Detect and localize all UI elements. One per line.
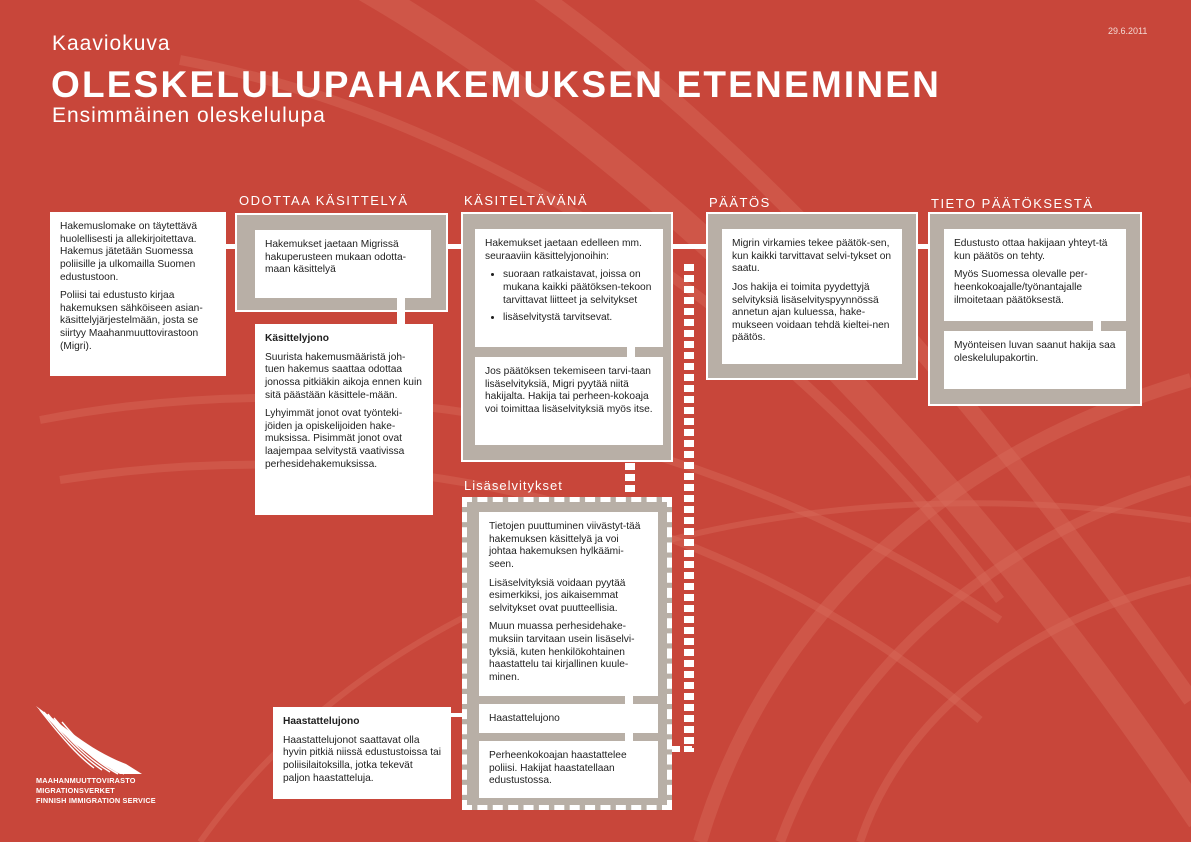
interview-queue-box: Haastattelujono xyxy=(479,704,658,733)
permit-box: Myönteisen luvan saanut hakija saa oleskelulupakortin. xyxy=(944,331,1126,389)
logo-text xyxy=(36,776,156,806)
processing-bullet: • suoraan ratkaistavat, joissa on mukana kaikki päätöksen-tekoon tarvittavat liitteet ja selvitykset xyxy=(503,269,653,307)
migri-logo-icon xyxy=(34,704,144,776)
dotted-connector xyxy=(684,264,694,752)
page-subtitle: Ensimmäinen oleskelulupa xyxy=(52,104,326,127)
connector xyxy=(447,244,463,249)
connector xyxy=(671,244,709,249)
logo-line: MAAHANMUUTTOVIRASTO xyxy=(36,776,136,785)
interview-queue-text: Haastattelujonot saattavat olla hyvin pitkiä niissä edustustoissa tai poliisilaitoksilla, jotka tekevät paljon haastatteluja. xyxy=(283,734,441,784)
notification-box xyxy=(944,229,1126,321)
notification-text-1: Edustusto ottaa hakijaan yhteyt-tä kun päätös on tehty. xyxy=(954,238,1108,262)
processing-box xyxy=(475,229,663,347)
date: 29.6.2011 xyxy=(1108,26,1148,36)
interview-box: Perheenkokoajan haastattelee poliisi. Hakijat haastatellaan edustustossa. xyxy=(479,741,658,798)
dotted-connector xyxy=(672,746,694,752)
waiting-box: Hakemukset jaetaan Migrissä hakuperusteen mukaan odotta-maan käsittelyä xyxy=(255,230,431,298)
application-box xyxy=(50,212,226,376)
additional-text-3: Muun muassa perhesidehake-muksiin tarvitaan usein lisäselvi-tyksiä, kuten henkilökohtainen haastattelu tai kirjallinen kuule-minen. xyxy=(489,621,635,684)
heading-processing: KÄSITELTÄVÄNÄ xyxy=(464,193,589,208)
heading-waiting: ODOTTAA KÄSITTELYÄ xyxy=(239,193,409,208)
connector xyxy=(625,733,633,741)
notification-text-2: Myös Suomessa olevalle per-heenkokoajalle/työnantajalle ilmoitetaan päätöksestä. xyxy=(954,269,1088,306)
additional-text-2: Lisäselvityksiä voidaan pyytää esimerkiksi, jos aikaisemmat selvitykset ovat puutteellisia. xyxy=(489,577,626,614)
application-text-1: Hakemuslomake on täytettävä huolellisesti ja allekirjoitettava. Hakemus jätetään Suomessa poliisille ja ulkomailla Suomen edustustoon. xyxy=(60,221,198,283)
processing-queue-box xyxy=(255,324,433,515)
additional-text-1: Tietojen puuttuminen viivästyt-tää hakemuksen käsittelyä ja voi johtaa hakemuksen hylkäämi-seen. xyxy=(489,521,641,570)
page-title: OLESKELULUPAHAKEMUKSEN ETENEMINEN xyxy=(51,64,942,105)
processing-bullet: • lisäselvitystä tarvitsevat. xyxy=(503,312,653,325)
connector xyxy=(625,696,633,704)
connector xyxy=(226,244,236,249)
decision-text-2: Jos hakija ei toimita pyydettyjä selvityksiä lisäselvityspyynnössä annetun ajan kuluessa, hake-mukseen voidaan tehdä kieltei-nen päätös. xyxy=(732,281,890,344)
connector xyxy=(916,244,930,249)
interview-queue-info-box xyxy=(273,707,451,799)
processing-intro: Hakemukset jaetaan edelleen mm. seuraaviin käsittelyjonoihin: xyxy=(485,238,642,262)
interview-queue-title: Haastattelujono xyxy=(283,716,360,727)
dotted-connector xyxy=(625,463,635,495)
processing-queue-title: Käsittelyjono xyxy=(265,333,329,344)
decision-text-1: Migrin virkamies tekee päätök-sen, kun kaikki tarvittavat selvi-tykset on saatu. xyxy=(732,238,892,275)
logo-line: MIGRATIONSVERKET xyxy=(36,785,115,795)
connector xyxy=(627,347,635,357)
additional-request-box: Jos päätöksen tekemiseen tarvi-taan lisäselvityksiä, Migri pyytää niitä hakijalta. Hakija tai perheen-kokoaja voi toimittaa lisäselvityksiä myös itse. xyxy=(475,357,663,445)
connector xyxy=(1093,321,1101,331)
application-text-2: Poliisi tai edustusto kirjaa hakemuksen sähköiseen asian-käsittelyjärjestelmään, josta se siirtyy Maahanmuuttovirastoon (Migri). xyxy=(60,290,203,352)
decision-box xyxy=(722,229,902,364)
processing-queue-text-2: Lyhyimmät jonot ovat työnteki-jöiden ja opiskelijoiden hake-muksissa. Pisimmät jonot ovat laajempaa selvitystä vaativissa perhesidehakemuksissa. xyxy=(265,408,405,470)
kicker: Kaaviokuva xyxy=(52,32,171,55)
processing-queue-text-1: Suurista hakemusmääristä joh-tuen hakemus saattaa odottaa jonossa pitkiäkin aikoja ennen kuin sitä päästään käsittele-mään. xyxy=(265,351,422,401)
heading-additional: Lisäselvitykset xyxy=(464,478,563,493)
heading-notification: TIETO PÄÄTÖKSESTÄ xyxy=(931,196,1094,211)
connector xyxy=(397,298,405,324)
logo-line: FINNISH IMMIGRATION SERVICE xyxy=(36,795,156,805)
additional-info-box xyxy=(479,512,658,696)
heading-decision: PÄÄTÖS xyxy=(709,195,771,210)
